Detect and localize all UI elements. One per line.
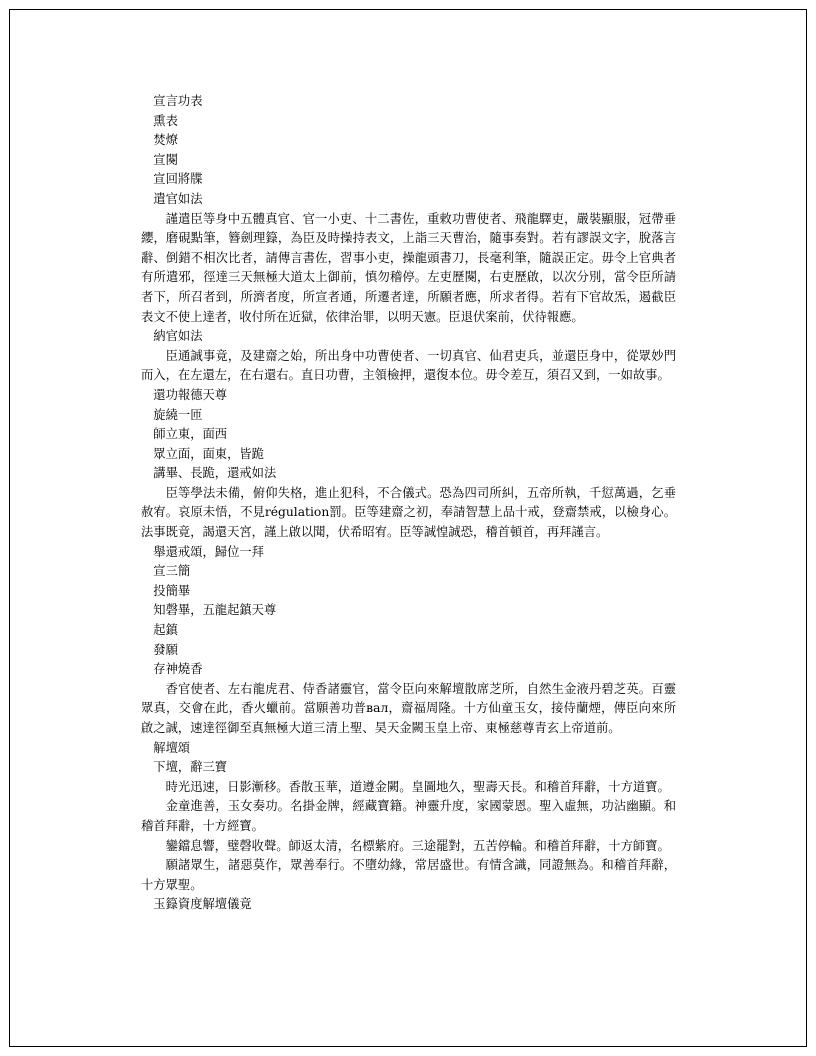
section-heading: 講畢、長跪，還戒如法 [153, 466, 277, 481]
section-heading: 存神燒香 [153, 662, 203, 677]
document-body [141, 92, 676, 915]
section-heading: 熏表 [153, 113, 178, 128]
section-heading: 起鎮 [153, 623, 178, 638]
section-heading: 還功報德天尊 [153, 387, 228, 402]
section-heading: 納官如法 [153, 329, 203, 344]
section-heading: 宣闋 [153, 152, 178, 167]
body-paragraph: 鑾鐺息響，璧磬收聲。師返太清，名標紫府。三途罷對，五苦停輪。和稽首拜辭，十方師寶。 [165, 838, 670, 853]
body-paragraph: 願諸眾生，諸惡莫作，眾善奉行。不墮幼緣，常居盛世。有情含識，同證無為。和稽首拜辭，十方眾聖。 [141, 858, 676, 892]
section-heading: 旋繞一匝 [153, 407, 203, 422]
section-heading: 宣三簡 [153, 564, 191, 579]
section-heading: 舉還戒頌，歸位一拜 [153, 544, 264, 559]
section-heading: 玉籙資度解壇儀竟 [153, 897, 252, 912]
section-heading: 發願 [153, 642, 178, 657]
section-heading: 焚燎 [153, 133, 178, 148]
body-paragraph: 香官使者、左右龍虎君、侍香諸靈官，當令臣向來解壇散席芝所，自然生金液丹碧芝英。百靈眾真，交會在此，香火蠟前。當願善功普вал，齋福周隆。十方仙童玉女，接侍蘭煙，傳臣向來所啟之誠，速達徑御至真無極大道三清上聖、昊天金闕玉皇上帝、東極慈尊青玄上帝道前。 [141, 681, 676, 735]
section-heading: 遣官如法 [153, 191, 203, 206]
section-heading: 知磬畢，五龍起鎮天尊 [153, 603, 277, 618]
section-heading: 宣言功表 [153, 94, 203, 108]
section-heading: 解壇頌 [153, 740, 191, 755]
section-heading: 投簡畢 [153, 583, 191, 598]
section-heading: 宣回將牒 [153, 172, 203, 187]
section-heading: 師立東，面西 [153, 427, 228, 442]
section-heading: 眾立面，面東，皆跪 [153, 446, 264, 461]
body-paragraph: 臣等學法未備，俯仰失格，進止犯科，不合儀式。恐為四司所糾，五帝所執，千愆萬過，乞垂赦宥。哀原未悟，不見régulation罰。臣等建齋之初，奉請智慧上品十戒，登齋禁戒，以檢身心。法事既竟，謁還天宮，謹上啟以聞，伏希昭宥。臣等誠惶誠恐，稽首頓首，再拜謹言。 [141, 485, 676, 540]
section-heading: 下壇，辭三寶 [153, 760, 228, 775]
body-paragraph: 臣通誠事竟，及建齋之始，所出身中功曹使者、一切真官、仙君吏兵，並還臣身中，從眾妙門而入，在左還左，在右還右。直日功曹，主領檢押，還復本位。毋令差互，須召又到，一如故事。 [141, 348, 676, 383]
body-paragraph: 金童進善，玉女奏功。名掛金牌，經藏寶籍。神靈升度，家國蒙恩。聖入虛無，功沾幽顯。和稽首拜辭，十方經寶。 [141, 799, 676, 833]
body-paragraph: 謹遣臣等身中五體真官、官一小吏、十二書佐，重敕功曹使者、飛龍驛吏，嚴裝顯服，冠帶垂纓，磨硯點筆，簪劍理籙，為臣及時操持表文，上詣三天曹治，隨事奏對。若有謬誤文字，脫落言辭、倒錯不相次比者，請傳言書佐，習事小吏，操龍頭書刀，長毫利筆，隨誤正定。毋令上官典者有所遣邪，徑達三天無極大道太上御前，慎勿稽停。左吏歷闋，右吏歷啟，以次分別，當令臣所請者下，所召者到，所濟者度，所宣者通，所遷者達，所願者應，所求者得。若有下官故炁，遏截臣表文不使上達者，收付所在近獄，依律治罪，以明天憲。臣退伏案前，伏待報應。 [141, 211, 676, 324]
body-paragraph: 時光迅速，日影漸移。香散玉華，道遵金闕。皇圖地久，聖壽天長。和稽首拜辭，十方道寶。 [165, 779, 670, 794]
